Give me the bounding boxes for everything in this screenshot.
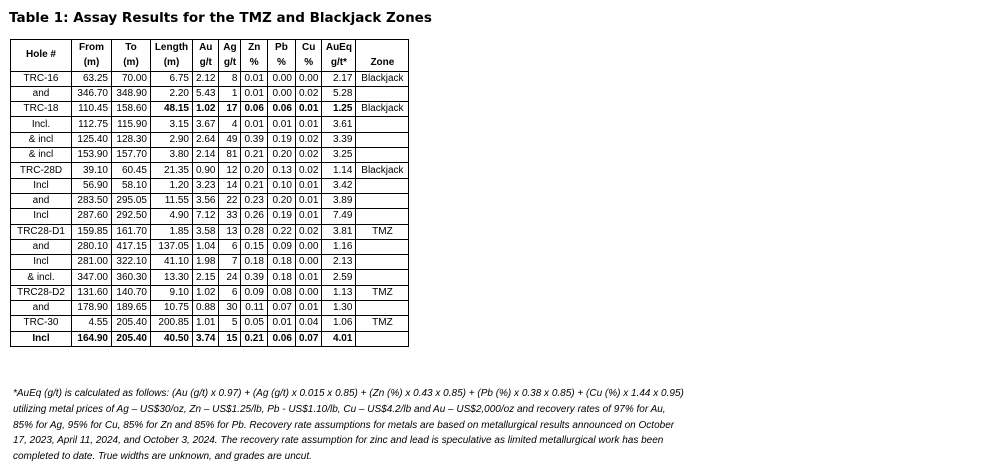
- cell-aueq-gpt: 1.14: [322, 163, 356, 178]
- cell-aueq-gpt: 3.61: [322, 117, 356, 132]
- cell-from-m: 4.55: [72, 316, 112, 331]
- cell-pb-pct: 0.13: [267, 163, 295, 178]
- cell-from-m: 178.90: [72, 301, 112, 316]
- cell-length-m: 6.75: [151, 71, 193, 86]
- table-row: [11, 117, 409, 132]
- cell-cu-pct: 0.01: [295, 209, 321, 224]
- cell-zn-pct: 0.26: [241, 209, 267, 224]
- column-header-label: Pb: [275, 42, 288, 53]
- cell-aueq-gpt: 4.01: [322, 331, 356, 346]
- cell-ag-gpt: 15: [219, 331, 241, 346]
- cell-zn-pct: 0.21: [241, 331, 267, 346]
- cell-hole-id: Incl: [11, 331, 72, 346]
- cell-ag-gpt: 7: [219, 255, 241, 270]
- cell-ag-gpt: 24: [219, 270, 241, 285]
- cell-zone: TMZ: [356, 316, 409, 331]
- footnote-line: utilizing metal prices of Ag – US$30/oz, Zn – US$1.25/lb, Pb - US$1.10/lb, Cu – US$4.2/lb and Au – US$2,000/oz and recovery rates of 97% for Au,: [13, 403, 666, 415]
- cell-ag-gpt: 13: [219, 224, 241, 239]
- cell-ag-gpt: 30: [219, 301, 241, 316]
- cell-pb-pct: 0.19: [267, 132, 295, 147]
- column-header-unit: g/t: [223, 57, 237, 69]
- table-row: [11, 316, 409, 331]
- cell-ag-gpt: 6: [219, 239, 241, 254]
- cell-to-m: 360.30: [112, 270, 151, 285]
- cell-from-m: 56.90: [72, 178, 112, 193]
- cell-to-m: 161.70: [112, 224, 151, 239]
- cell-length-m: 200.85: [151, 316, 193, 331]
- cell-aueq-gpt: 1.16: [322, 239, 356, 254]
- cell-pb-pct: 0.06: [267, 102, 295, 117]
- cell-length-m: 2.90: [151, 132, 193, 147]
- cell-to-m: 157.70: [112, 148, 151, 163]
- table-title: Table 1: Assay Results for the TMZ and Blackjack Zones: [9, 10, 432, 26]
- cell-length-m: 2.20: [151, 86, 193, 101]
- cell-au-gpt: 2.12: [193, 71, 219, 86]
- cell-length-m: 137.05: [151, 239, 193, 254]
- cell-to-m: 158.60: [112, 102, 151, 117]
- cell-zn-pct: 0.06: [241, 102, 267, 117]
- cell-au-gpt: 1.02: [193, 285, 219, 300]
- cell-ag-gpt: 81: [219, 148, 241, 163]
- cell-hole-id: & incl: [11, 148, 72, 163]
- cell-aueq-gpt: 5.28: [322, 86, 356, 101]
- cell-zn-pct: 0.20: [241, 163, 267, 178]
- cell-to-m: 140.70: [112, 285, 151, 300]
- cell-cu-pct: 0.02: [295, 224, 321, 239]
- column-header-label: Length: [154, 42, 189, 53]
- cell-from-m: 110.45: [72, 102, 112, 117]
- cell-ag-gpt: 1: [219, 86, 241, 101]
- cell-to-m: 115.90: [112, 117, 151, 132]
- column-header-label: From: [79, 42, 104, 53]
- cell-cu-pct: 0.01: [295, 178, 321, 193]
- table-row: [11, 209, 409, 224]
- cell-au-gpt: 1.98: [193, 255, 219, 270]
- column-header-unit: g/t: [199, 57, 212, 69]
- cell-hole-id: TRC-16: [11, 71, 72, 86]
- cell-from-m: 159.85: [72, 224, 112, 239]
- cell-zone: Blackjack: [356, 163, 409, 178]
- cell-zone: Blackjack: [356, 71, 409, 86]
- column-header-unit: (m): [163, 57, 180, 69]
- cell-zone: [356, 301, 409, 316]
- cell-au-gpt: 3.23: [193, 178, 219, 193]
- cell-to-m: 205.40: [112, 331, 151, 346]
- cell-hole-id: & incl: [11, 132, 72, 147]
- cell-from-m: 131.60: [72, 285, 112, 300]
- cell-zn-pct: 0.15: [241, 239, 267, 254]
- footnote-line: *AuEq (g/t) is calculated as follows: (Au (g/t) x 0.97) + (Ag (g/t) x 0.015 x 0.85) + (Zn (%) x 0.43 x 0.85) + (Pb (%) x 0.38 x 0.85) + (Cu (%) x 1.44 x 0.95): [13, 388, 684, 399]
- cell-au-gpt: 3.56: [193, 193, 219, 208]
- cell-zone: [356, 193, 409, 208]
- cell-cu-pct: 0.01: [295, 270, 321, 285]
- cell-pb-pct: 0.00: [267, 86, 295, 101]
- cell-ag-gpt: 8: [219, 71, 241, 86]
- cell-ag-gpt: 14: [219, 178, 241, 193]
- cell-zone: [356, 148, 409, 163]
- cell-to-m: 128.30: [112, 132, 151, 147]
- table-row: [11, 301, 409, 316]
- cell-ag-gpt: 6: [219, 285, 241, 300]
- column-header-pb: [267, 40, 295, 72]
- cell-aueq-gpt: 3.81: [322, 224, 356, 239]
- cell-zone: [356, 255, 409, 270]
- cell-cu-pct: 0.00: [295, 285, 321, 300]
- cell-aueq-gpt: 2.59: [322, 270, 356, 285]
- column-header-unit: g/t*: [330, 57, 347, 69]
- table-row: [11, 331, 409, 346]
- cell-pb-pct: 0.20: [267, 193, 295, 208]
- cell-au-gpt: 3.74: [193, 331, 219, 346]
- column-header-au: [193, 40, 219, 72]
- table-row: [11, 71, 409, 86]
- cell-zn-pct: 0.18: [241, 255, 267, 270]
- cell-zone: [356, 178, 409, 193]
- cell-zn-pct: 0.01: [241, 71, 267, 86]
- cell-to-m: 70.00: [112, 71, 151, 86]
- cell-length-m: 9.10: [151, 285, 193, 300]
- cell-pb-pct: 0.01: [267, 316, 295, 331]
- column-header-unit: %: [276, 57, 286, 69]
- column-header-cu: [295, 40, 321, 72]
- cell-aueq-gpt: 2.17: [322, 71, 356, 86]
- cell-zn-pct: 0.21: [241, 178, 267, 193]
- cell-aueq-gpt: 3.42: [322, 178, 356, 193]
- cell-zone: [356, 209, 409, 224]
- cell-from-m: 346.70: [72, 86, 112, 101]
- cell-zn-pct: 0.05: [241, 316, 267, 331]
- table-row: [11, 270, 409, 285]
- cell-from-m: 164.90: [72, 331, 112, 346]
- cell-zn-pct: 0.01: [241, 86, 267, 101]
- cell-length-m: 41.10: [151, 255, 193, 270]
- cell-length-m: 13.30: [151, 270, 193, 285]
- cell-zone: [356, 132, 409, 147]
- cell-cu-pct: 0.01: [295, 301, 321, 316]
- cell-au-gpt: 1.04: [193, 239, 219, 254]
- cell-from-m: 280.10: [72, 239, 112, 254]
- cell-pb-pct: 0.22: [267, 224, 295, 239]
- cell-aueq-gpt: 2.13: [322, 255, 356, 270]
- column-header-label: Ag: [223, 42, 237, 53]
- cell-from-m: 63.25: [72, 71, 112, 86]
- cell-au-gpt: 2.15: [193, 270, 219, 285]
- cell-to-m: 58.10: [112, 178, 151, 193]
- cell-au-gpt: 3.58: [193, 224, 219, 239]
- column-header-ag: [219, 40, 241, 72]
- cell-aueq-gpt: 1.30: [322, 301, 356, 316]
- cell-hole-id: & incl.: [11, 270, 72, 285]
- cell-zn-pct: 0.28: [241, 224, 267, 239]
- footnote-line: 85% for Ag, 95% for Cu, 85% for Zn and 85% for Pb. Recovery rate assumptions for metals are based on metallurgical results announced on October: [13, 419, 675, 431]
- cell-pb-pct: 0.06: [267, 331, 295, 346]
- column-header-label: To: [125, 42, 137, 53]
- cell-ag-gpt: 17: [219, 102, 241, 117]
- cell-cu-pct: 0.01: [295, 102, 321, 117]
- cell-zn-pct: 0.39: [241, 270, 267, 285]
- column-header-to: [112, 40, 151, 72]
- table-row: [11, 239, 409, 254]
- cell-aueq-gpt: 3.39: [322, 132, 356, 147]
- cell-to-m: 205.40: [112, 316, 151, 331]
- cell-hole-id: Incl: [11, 178, 72, 193]
- column-header-aueq: [322, 40, 356, 72]
- table-row: [11, 163, 409, 178]
- cell-to-m: 60.45: [112, 163, 151, 178]
- cell-hole-id: and: [11, 193, 72, 208]
- cell-cu-pct: 0.01: [295, 193, 321, 208]
- cell-length-m: 1.85: [151, 224, 193, 239]
- cell-to-m: 292.50: [112, 209, 151, 224]
- cell-aueq-gpt: 1.25: [322, 102, 356, 117]
- cell-zone: TMZ: [356, 285, 409, 300]
- cell-zn-pct: 0.21: [241, 148, 267, 163]
- cell-au-gpt: 1.02: [193, 102, 219, 117]
- column-header-unit: (m): [83, 57, 100, 69]
- cell-from-m: 125.40: [72, 132, 112, 147]
- cell-zn-pct: 0.01: [241, 117, 267, 132]
- cell-aueq-gpt: 1.13: [322, 285, 356, 300]
- cell-pb-pct: 0.08: [267, 285, 295, 300]
- cell-aueq-gpt: 3.89: [322, 193, 356, 208]
- cell-pb-pct: 0.18: [267, 255, 295, 270]
- cell-pb-pct: 0.01: [267, 117, 295, 132]
- cell-pb-pct: 0.20: [267, 148, 295, 163]
- cell-zone: Blackjack: [356, 102, 409, 117]
- table-header-row: [11, 40, 409, 72]
- column-header-label: Au: [199, 42, 213, 53]
- cell-cu-pct: 0.07: [295, 331, 321, 346]
- cell-zone: TMZ: [356, 224, 409, 239]
- cell-au-gpt: 2.64: [193, 132, 219, 147]
- cell-au-gpt: 2.14: [193, 148, 219, 163]
- column-header-label: Cu: [302, 42, 316, 53]
- table-row: [11, 193, 409, 208]
- cell-zn-pct: 0.23: [241, 193, 267, 208]
- cell-cu-pct: 0.00: [295, 255, 321, 270]
- column-header-hole: [11, 40, 72, 72]
- cell-pb-pct: 0.10: [267, 178, 295, 193]
- cell-to-m: 417.15: [112, 239, 151, 254]
- footnote-line: 17, 2023, April 11, 2024, and October 3, 2024. The recovery rate assumption for zinc and lead is speculative as limited metallurgical work has been: [13, 435, 664, 447]
- cell-hole-id: Incl.: [11, 117, 72, 132]
- cell-zone: [356, 239, 409, 254]
- cell-from-m: 283.50: [72, 193, 112, 208]
- cell-length-m: 48.15: [151, 102, 193, 117]
- cell-hole-id: TRC-18: [11, 102, 72, 117]
- cell-from-m: 347.00: [72, 270, 112, 285]
- cell-from-m: 287.60: [72, 209, 112, 224]
- column-header-unit: %: [249, 57, 259, 69]
- cell-hole-id: and: [11, 301, 72, 316]
- cell-hole-id: Incl: [11, 209, 72, 224]
- cell-zn-pct: 0.09: [241, 285, 267, 300]
- cell-cu-pct: 0.02: [295, 148, 321, 163]
- cell-to-m: 189.65: [112, 301, 151, 316]
- cell-au-gpt: 3.67: [193, 117, 219, 132]
- cell-zn-pct: 0.39: [241, 132, 267, 147]
- table-row: [11, 102, 409, 117]
- cell-ag-gpt: 4: [219, 117, 241, 132]
- cell-au-gpt: 1.01: [193, 316, 219, 331]
- cell-ag-gpt: 49: [219, 132, 241, 147]
- cell-to-m: 295.05: [112, 193, 151, 208]
- assay-table-body: [11, 71, 409, 346]
- cell-length-m: 21.35: [151, 163, 193, 178]
- cell-zone: [356, 117, 409, 132]
- column-header-zone: [356, 40, 409, 72]
- cell-au-gpt: 5.43: [193, 86, 219, 101]
- cell-cu-pct: 0.02: [295, 132, 321, 147]
- table-row: [11, 255, 409, 270]
- cell-cu-pct: 0.02: [295, 163, 321, 178]
- cell-aueq-gpt: 1.06: [322, 316, 356, 331]
- cell-pb-pct: 0.00: [267, 71, 295, 86]
- column-header-unit: %: [304, 57, 314, 69]
- table-row: [11, 132, 409, 147]
- cell-pb-pct: 0.18: [267, 270, 295, 285]
- cell-pb-pct: 0.07: [267, 301, 295, 316]
- cell-length-m: 40.50: [151, 331, 193, 346]
- cell-ag-gpt: 12: [219, 163, 241, 178]
- cell-hole-id: TRC28-D2: [11, 285, 72, 300]
- column-header-from: [72, 40, 112, 72]
- column-header-label: AuEq: [325, 42, 352, 53]
- cell-length-m: 3.15: [151, 117, 193, 132]
- cell-cu-pct: 0.00: [295, 239, 321, 254]
- cell-hole-id: TRC-28D: [11, 163, 72, 178]
- column-header-length: [151, 40, 193, 72]
- table-row: [11, 86, 409, 101]
- cell-length-m: 1.20: [151, 178, 193, 193]
- cell-ag-gpt: 22: [219, 193, 241, 208]
- aueq-footnote: [13, 386, 773, 465]
- table-row: [11, 224, 409, 239]
- column-header-unit: (m): [123, 57, 139, 69]
- column-header-label: Hole #: [25, 49, 56, 61]
- cell-length-m: 4.90: [151, 209, 193, 224]
- table-row: [11, 148, 409, 163]
- cell-from-m: 281.00: [72, 255, 112, 270]
- column-header-label: Zone: [370, 57, 395, 69]
- cell-hole-id: Incl: [11, 255, 72, 270]
- cell-length-m: 3.80: [151, 148, 193, 163]
- cell-from-m: 153.90: [72, 148, 112, 163]
- cell-hole-id: and: [11, 239, 72, 254]
- cell-cu-pct: 0.00: [295, 71, 321, 86]
- cell-hole-id: TRC-30: [11, 316, 72, 331]
- cell-cu-pct: 0.01: [295, 117, 321, 132]
- cell-aueq-gpt: 7.49: [322, 209, 356, 224]
- cell-au-gpt: 0.88: [193, 301, 219, 316]
- cell-ag-gpt: 5: [219, 316, 241, 331]
- cell-zone: [356, 86, 409, 101]
- cell-pb-pct: 0.09: [267, 239, 295, 254]
- cell-cu-pct: 0.04: [295, 316, 321, 331]
- column-header-label: Zn: [248, 42, 261, 53]
- footnote-line: completed to date. True widths are unknown, and grades are uncut.: [13, 451, 312, 463]
- cell-to-m: 348.90: [112, 86, 151, 101]
- cell-aueq-gpt: 3.25: [322, 148, 356, 163]
- table-row: [11, 285, 409, 300]
- cell-length-m: 11.55: [151, 193, 193, 208]
- assay-results-table: [10, 39, 409, 347]
- cell-zn-pct: 0.11: [241, 301, 267, 316]
- cell-zone: [356, 331, 409, 346]
- cell-to-m: 322.10: [112, 255, 151, 270]
- cell-hole-id: and: [11, 86, 72, 101]
- cell-au-gpt: 7.12: [193, 209, 219, 224]
- cell-zone: [356, 270, 409, 285]
- column-header-zn: [241, 40, 267, 72]
- cell-au-gpt: 0.90: [193, 163, 219, 178]
- cell-ag-gpt: 33: [219, 209, 241, 224]
- table-row: [11, 178, 409, 193]
- cell-cu-pct: 0.02: [295, 86, 321, 101]
- cell-hole-id: TRC28-D1: [11, 224, 72, 239]
- cell-length-m: 10.75: [151, 301, 193, 316]
- cell-from-m: 39.10: [72, 163, 112, 178]
- cell-from-m: 112.75: [72, 117, 112, 132]
- cell-pb-pct: 0.19: [267, 209, 295, 224]
